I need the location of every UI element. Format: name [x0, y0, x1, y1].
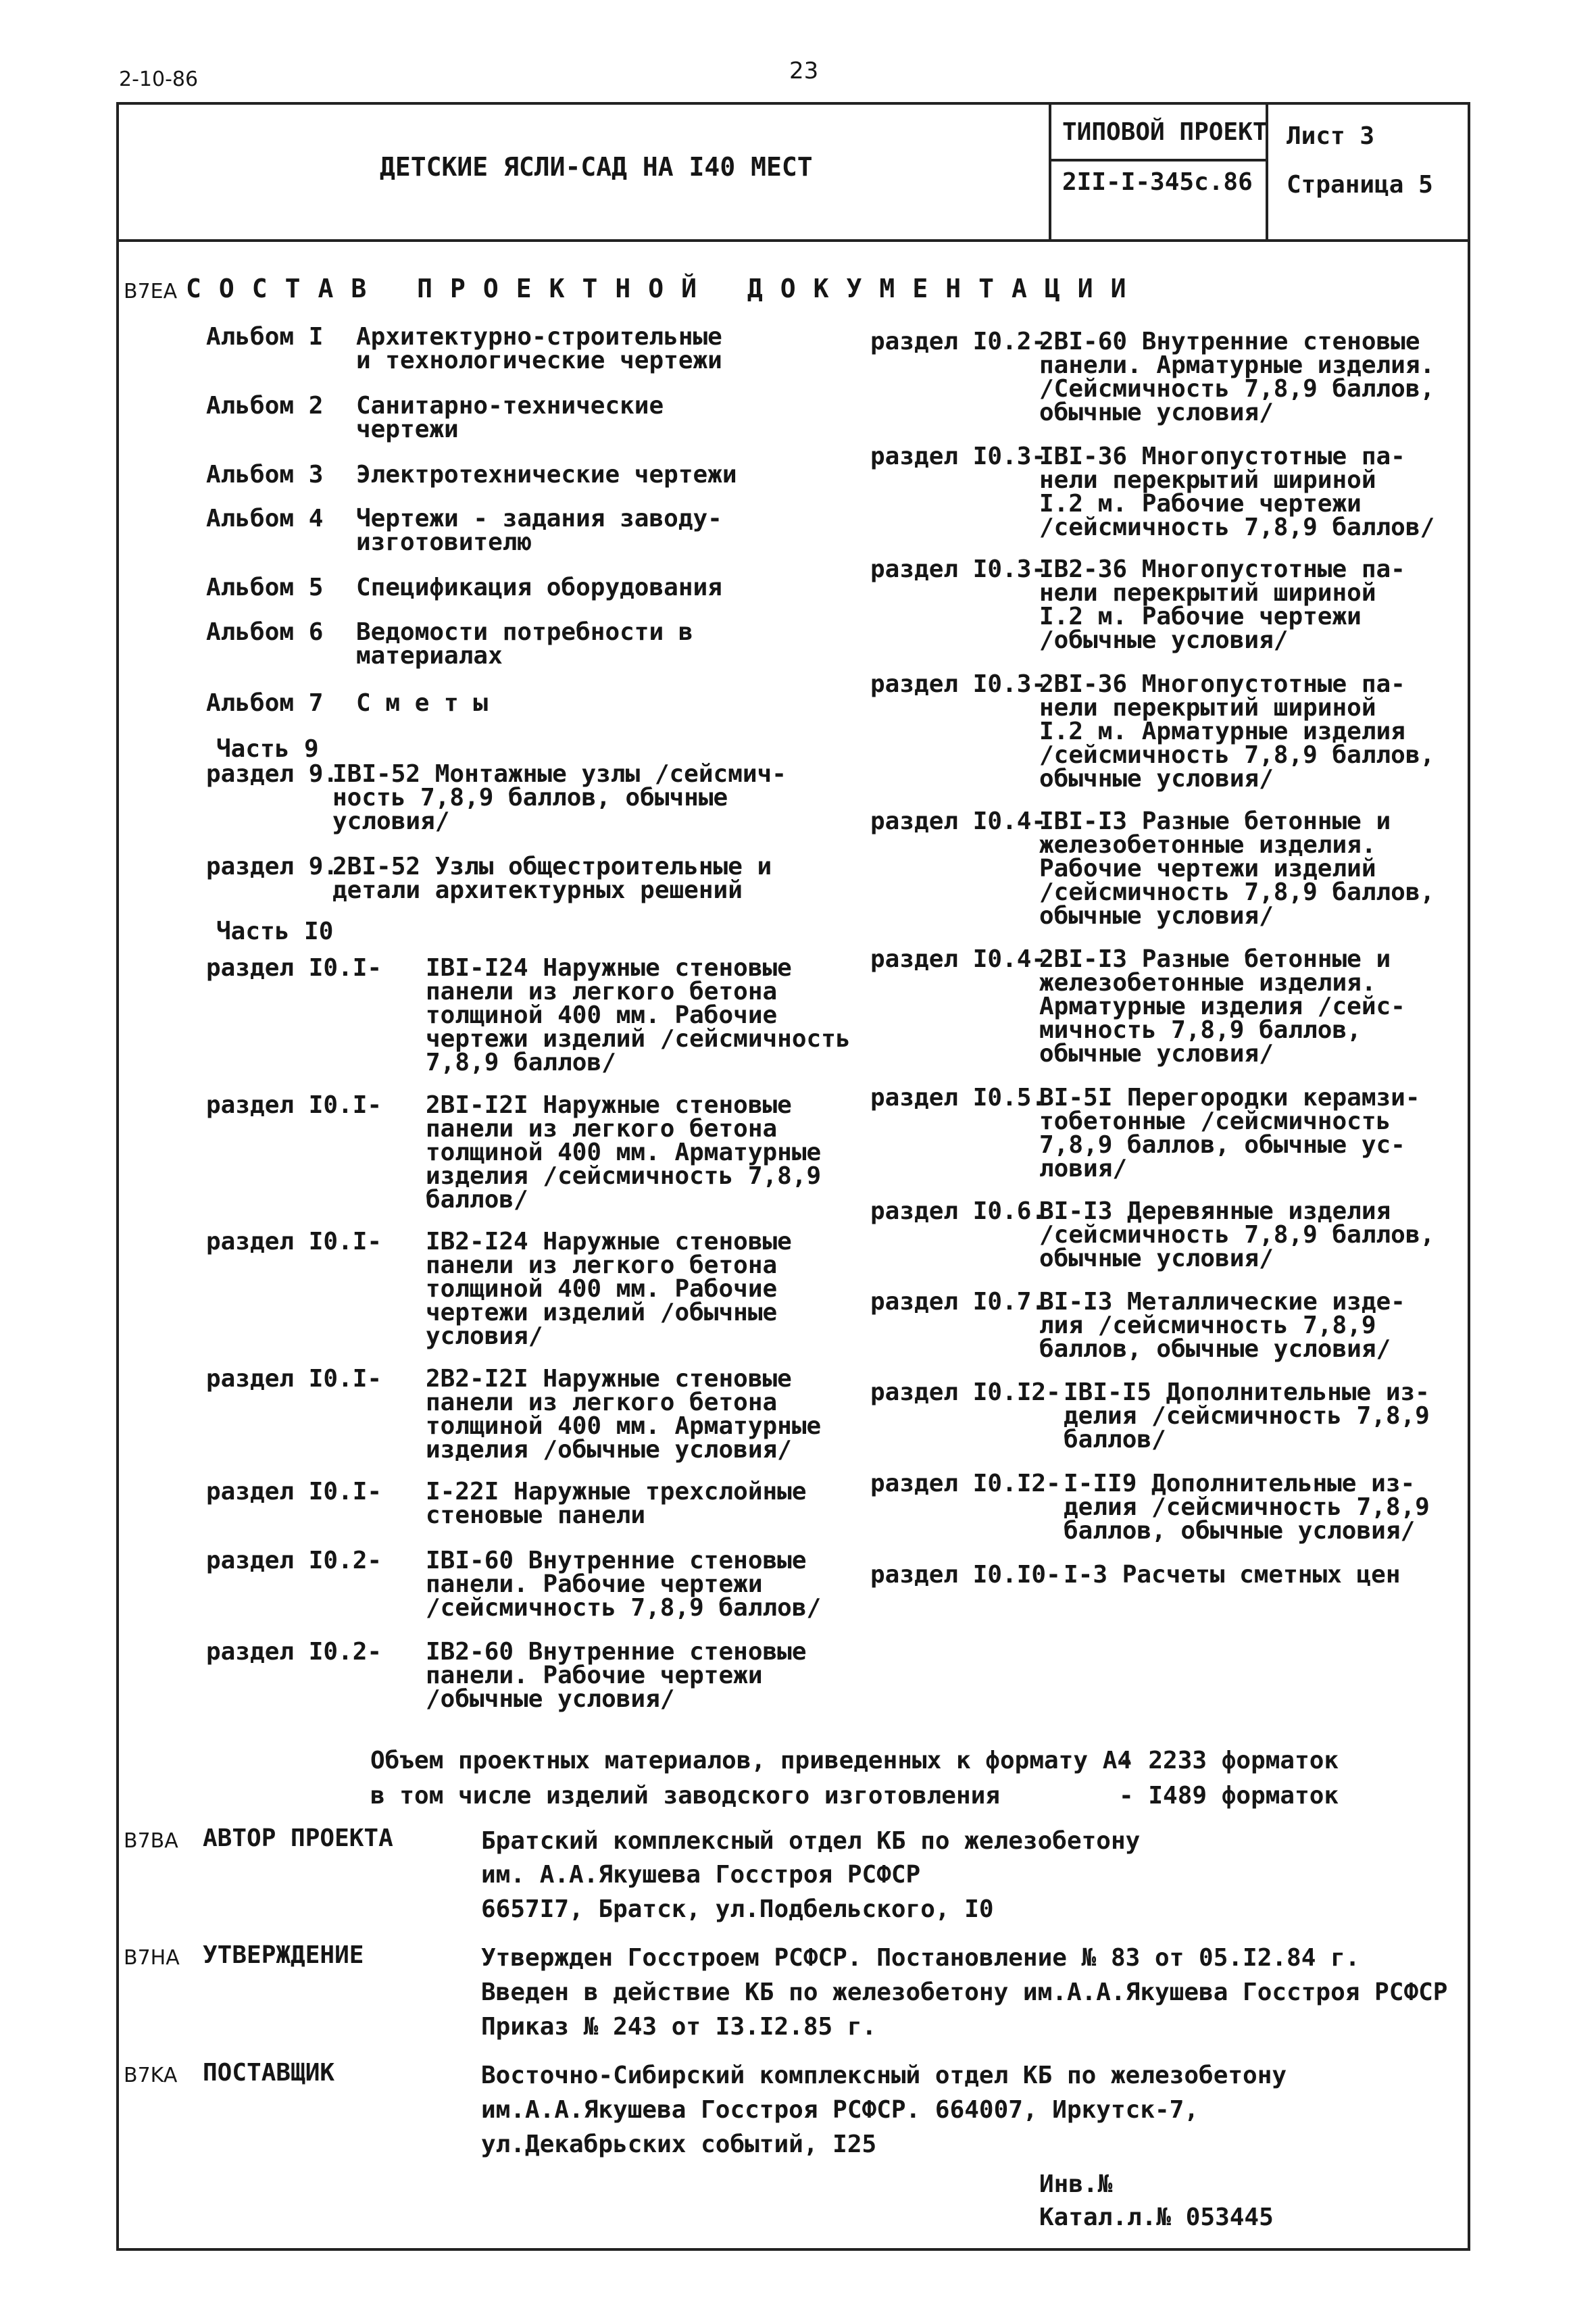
author-code: B7BA [124, 1829, 178, 1853]
part-9-label: Часть 9 [216, 735, 319, 763]
page-label: Страница 5 [1287, 171, 1433, 199]
project-code: 2II-I-345с.86 [1062, 168, 1253, 196]
author-label: АВТОР ПРОЕКТА [203, 1824, 393, 1852]
approval-line: Утвержден Госстроем РСФСР. Постановление № 83 от 05.I2.84 г. [481, 1944, 1360, 1972]
author-line: Братский комплексный отдел КБ по железобетону [481, 1827, 1141, 1855]
header-project-line [1049, 159, 1268, 161]
author-line: им. А.А.Якушева Госстроя РСФСР [481, 1861, 921, 1889]
volume-value-2: - I489 форматок [1119, 1782, 1339, 1810]
document-title: ДЕТСКИЕ ЯСЛИ-САД НА I40 МЕСТ [380, 152, 813, 182]
approval-line: Введен в действие КБ по железобетону им.А.А.Якушева Госстроя РСФСР [481, 1978, 1448, 2006]
author-line: 6657I7, Братск, ул.Подбельского, I0 [481, 1895, 994, 1923]
composition-title: СОСТАВ ПРОЕКТНОЙ ДОКУМЕНТАЦИИ [186, 274, 1144, 303]
supplier-line: ул.Декабрьских событий, I25 [481, 2131, 877, 2158]
inventory-number: Инв.№ [1039, 2170, 1113, 2198]
sheet-label: Лист 3 [1287, 122, 1375, 150]
catalog-number: Катал.л.№ 053445 [1039, 2204, 1274, 2231]
supplier-code: B7KA [124, 2064, 178, 2087]
volume-line-2: в том числе изделий заводского изготовления [370, 1782, 1000, 1810]
volume-value-1: - 2233 форматок [1119, 1747, 1339, 1774]
approval-label: УТВЕРЖДЕНИЕ [203, 1941, 364, 1969]
part-10-label: Часть I0 [216, 918, 334, 945]
corner-code: 2-10-86 [119, 68, 199, 91]
approval-code: B7HA [124, 1946, 180, 1970]
approval-line: Приказ № 243 от I3.I2.85 г. [481, 2013, 877, 2041]
composition-code: B7EA [124, 280, 178, 303]
project-label: ТИПОВОЙ ПРОЕКТ [1062, 118, 1268, 146]
supplier-label: ПОСТАВЩИК [203, 2059, 335, 2087]
supplier-line: им.А.А.Якушева Госстроя РСФСР. 664007, Иркутск-7, [481, 2096, 1199, 2124]
header-divider-1 [1049, 102, 1051, 241]
supplier-line: Восточно-Сибирский комплексный отдел КБ по железобетону [481, 2062, 1287, 2089]
page-number: 23 [789, 57, 819, 84]
volume-line-1: Объем проектных материалов, приведенных к формату А4 [370, 1747, 1132, 1774]
